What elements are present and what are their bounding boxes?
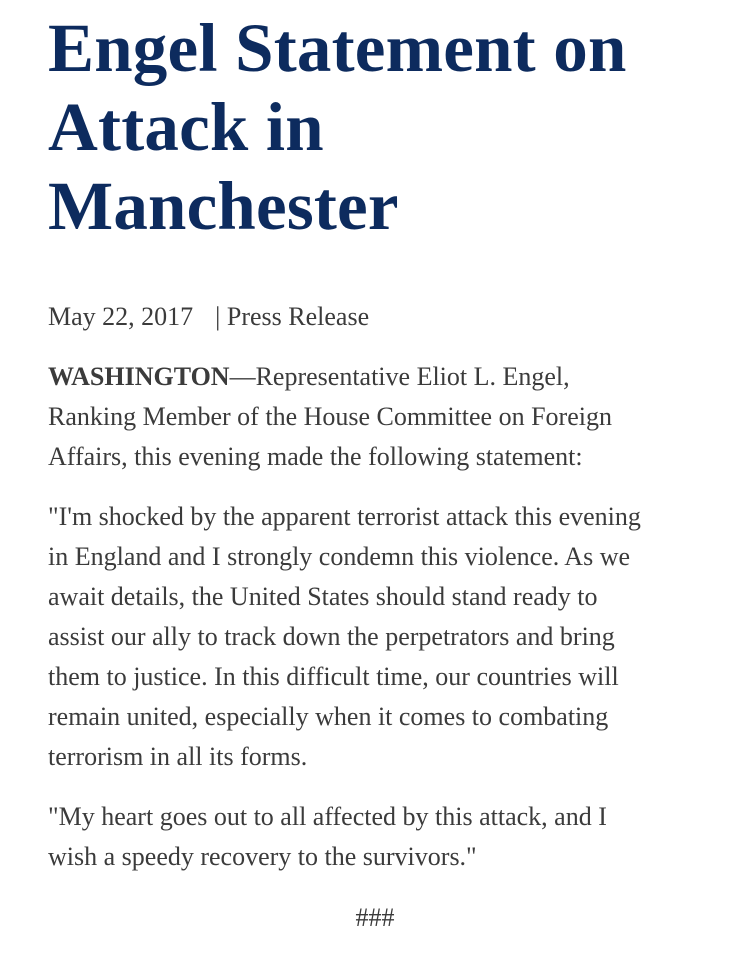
quote-line: them to justice. In this difficult time, our countries will [48, 662, 619, 691]
quote-line: remain united, especially when it comes to combating [48, 702, 609, 731]
press-release [48, 0, 708, 938]
title-line-2: Attack in [48, 89, 324, 165]
quote-line: "I'm shocked by the apparent terrorist attack this evening [48, 502, 641, 531]
title-line-1: Engel Statement on [48, 10, 627, 86]
release-type: | Press Release [215, 302, 370, 331]
quote-line: wish a speedy recovery to the survivors." [48, 842, 477, 871]
intro-line: Ranking Member of the House Committee on Foreign [48, 402, 612, 431]
intro-line: Affairs, this evening made the following statement: [48, 442, 583, 471]
intro-line: —Representative Eliot L. Engel, [229, 362, 570, 391]
quote-paragraph-1 [48, 497, 708, 777]
quote-line: assist our ally to track down the perpetrators and bring [48, 622, 615, 651]
quote-line: terrorism in all its forms. [48, 742, 308, 771]
quote-line: in England and I strongly condemn this violence. As we [48, 542, 631, 571]
page-title [48, 0, 708, 246]
quote-line: "My heart goes out to all affected by this attack, and I [48, 802, 607, 831]
quote-paragraph-2 [48, 797, 708, 877]
end-mark: ### [355, 903, 395, 932]
release-meta [48, 297, 708, 337]
title-line-3: Manchester [48, 168, 399, 244]
intro-paragraph [48, 357, 708, 477]
release-date: May 22, 2017 [48, 302, 194, 331]
dateline: WASHINGTON [48, 362, 230, 391]
quote-line: await details, the United States should stand ready to [48, 582, 598, 611]
